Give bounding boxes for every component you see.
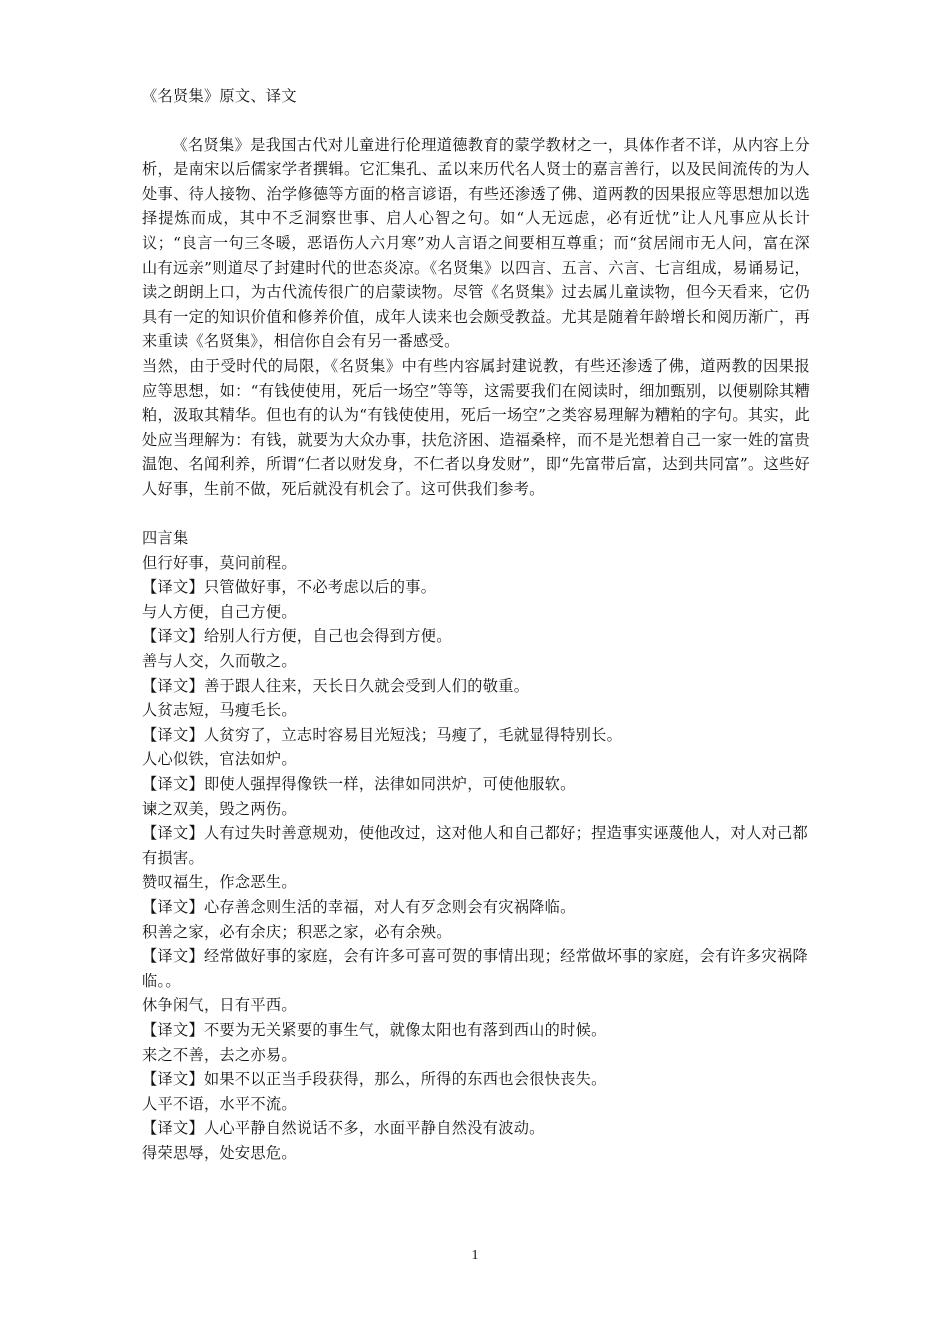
translation-line: 【译文】人心平静自然说话不多，水面平静自然没有波动。 — [142, 1119, 545, 1138]
verse-list — [142, 551, 810, 1166]
verse-line: 积善之家，必有余庆；积恶之家，必有余殃。 — [142, 922, 452, 941]
blank-line — [142, 502, 810, 527]
intro-paragraph-1: 《名贤集》是我国古代对儿童进行伦理道德教育的蒙学教材之一，具体作者不详，从内容上分析，是南宋以后儒家学者撰辑。它汇集孔、孟以来历代名人贤士的嘉言善行，以及民间流传的为人处事、待人接物、治学修德等方面的格言谚语，有些还渗透了佛、道两教的因果报应等思想加以选择提炼而成，其中不乏洞察世事、启人心智之句。如“人无远虑，必有近忧”让人凡事应从长计议；“良言一句三冬暖，恶语伤人六月寒”劝人言语之间要相互尊重；而“贫居闹市无人问，富在深山有远亲”则道尽了封建时代的世态炎凉。《名贤集》以四言、五言、六言、七言组成，易诵易记，读之朗朗上口，为古代流传很广的启蒙读物。尽管《名贤集》过去属儿童读物，但今天看来，它仍具有一定的知识价值和修养价值，成年人读来也会颇受教益。尤其是随着年龄增长和阅历渐广，再来重读《名贤集》，相信你自会有另一番感受。 — [142, 135, 810, 351]
translation-line: 【译文】善于跟人往来，天长日久就会受到人们的敬重。 — [142, 676, 530, 695]
verse-line: 谏之双美，毁之两伤。 — [142, 799, 297, 818]
section-title: 四言集 — [142, 529, 189, 548]
verse-line: 但行好事，莫问前程。 — [142, 553, 297, 572]
verse-line: 来之不善，去之亦易。 — [142, 1045, 297, 1064]
translation-line: 【译文】不要为无关紧要的事生气，就像太阳也有落到西山的时候。 — [142, 1020, 607, 1039]
intro-paragraph-2: 当然，由于受时代的局限，《名贤集》中有些内容属封建说教，有些还渗透了佛，道两教的因果报应等思想，如：“有钱使使用，死后一场空”等等，这需要我们在阅读时，细加甄别，以便剔除其糟粕，汲取其精华。但也有的认为“有钱使使用，死后一场空”之类容易理解为糟粕的字句。其实，此处应当理解为：有钱，就要为大众办事，扶危济困、造福桑梓，而不是光想着自己一家一姓的富贵温饱、名闻利养，所谓“仁者以财发身，不仁者以身发财”，即“先富带后富，达到共同富”。这些好人好事，生前不做，死后就没有机会了。这可供我们参考。 — [142, 356, 810, 498]
translation-line: 【译文】经常做好事的家庭，会有许多可喜可贺的事情出现；经常做坏事的家庭，会有许多灾祸降临。。 — [142, 947, 808, 990]
translation-line: 【译文】人有过失时善意规劝，使他改过，这对他人和自己都好；捏造事实诬蔑他人，对人对己都有损害。 — [142, 824, 808, 867]
verse-line: 人贫志短，马瘦毛长。 — [142, 701, 297, 720]
translation-line: 【译文】即使人强捍得像铁一样，法律如同洪炉，可使他服软。 — [142, 775, 576, 794]
translation-line: 【译文】如果不以正当手段获得，那么，所得的东西也会很快丧失。 — [142, 1070, 607, 1089]
document-title: 《名贤集》原文、译文 — [142, 87, 297, 105]
page-number: 1 — [471, 1248, 479, 1263]
verse-line: 人心似铁，官法如炉。 — [142, 750, 297, 769]
translation-line: 【译文】人贫穷了，立志时容易目光短浅；马瘦了，毛就显得特别长。 — [142, 725, 623, 744]
verse-line: 赞叹福生，作念恶生。 — [142, 873, 297, 892]
verse-line: 休争闲气，日有平西。 — [142, 996, 297, 1015]
verse-line: 人平不语，水平不流。 — [142, 1094, 297, 1113]
verse-line: 得荣思辱，处安思危。 — [142, 1143, 297, 1162]
verse-line: 善与人交，久而敬之。 — [142, 652, 297, 671]
translation-line: 【译文】给别人行方便，自己也会得到方便。 — [142, 627, 452, 646]
translation-line: 【译文】心存善念则生活的幸福，对人有歹念则会有灾祸降临。 — [142, 898, 576, 916]
document-body — [142, 84, 810, 1166]
verse-line: 与人方便，自己方便。 — [142, 602, 297, 621]
translation-line: 【译文】只管做好事，不必考虑以后的事。 — [142, 578, 437, 597]
